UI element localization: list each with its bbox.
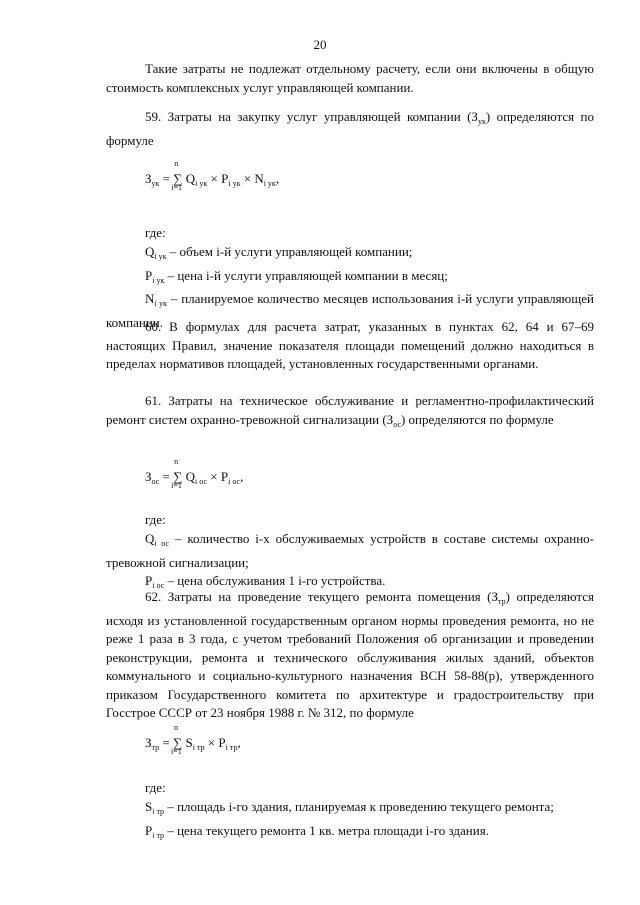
paragraph-60: 60. В формулах для расчета затрат, указанных в пунктах 62, 64 и 67–69 настоящих Правил, значение показателя площади помещений должно находиться в пределах нормативов площадей, установленных государственными органами. <box>106 319 594 371</box>
sum-symbol: ∑ n i=1 <box>171 159 183 192</box>
formula-management-services: $З_{ук}$ = ∑ n i=1 $Q_{i ук} \times P_{i ук} \times N_{i ук}$, <box>145 159 280 192</box>
definitions-62 <box>106 798 594 845</box>
sum-symbol: ∑ n i=1 <box>170 723 183 756</box>
definition-item: $Q_{i ос}$ – количество i-х обслуживаемых устройств в составе системы охранно-тревожной сигнализации; <box>106 531 594 570</box>
formula-current-repair: $З_{тр}$ = ∑ n i=1 $S_{i тр} \times P_{i тр}$, <box>145 723 241 756</box>
paragraph-61: 61. Затраты на техническое обслуживание и регламентно-профилактический ремонт систем охранно-тревожной сигнализации $(З_{ос})$ определяются по формуле <box>106 393 594 429</box>
formula-alarm-maintenance: $З_{ос}$ = ∑ n i=1 $Q_{i ос} \times P_{i ос}$, <box>145 457 244 490</box>
page-number: 20 <box>313 37 327 52</box>
definition-item: $N_{i ук}$ – планируемое количество месяцев использования i-й услуги управляющей компании. <box>106 291 594 330</box>
where-label-62: где: <box>145 780 166 795</box>
definition-item: $P_{i тр}$ – цена текущего ремонта 1 кв. метра площади i-го здания. <box>145 822 489 840</box>
definition-item: $P_{i ос}$ – цена обслуживания 1 i-го устройства. <box>145 573 386 590</box>
where-label-59: где: <box>145 225 166 240</box>
paragraph-62: 62. Затраты на проведение текущего ремонта помещения $(З_{тр})$ определяются исходя из установленной государственным органом нормы проведения ремонта, но не реже 1 раза в 3 года, с учетом требований Положения об организации и проведении реконструкции, ремонта и технического обслуживания жилых зданий, объектов коммунального и социально-культурного назначения ВСН 58-88(р), утвержденного приказом Государственного комитета по архитектуре и градостроительству при Госстрое СССР от 23 ноября 1988 г. № 312, по формуле <box>106 589 594 720</box>
where-label-61: где: <box>145 512 166 527</box>
paragraph-59: 59. Затраты на закупку услуг управляющей компании $(З_{ук})$ определяются по формуле <box>106 109 595 148</box>
intro-paragraph: Такие затраты не подлежат отдельному расчету, если они включены в общую стоимость комплексных услуг управляющей компании. <box>106 61 594 95</box>
definition-item: $S_{i тр}$ – площадь i-го здания, планируемая к проведению текущего ремонта; <box>145 799 554 816</box>
sum-symbol: ∑ n i=1 <box>171 457 183 490</box>
definition-item: $P_{i ук}$ – цена i-й услуги управляющей компании в месяц; <box>145 267 448 285</box>
definitions-61 <box>106 530 594 596</box>
definition-item: $Q_{i ук}$ – объем i-й услуги управляющей компании; <box>145 244 413 261</box>
